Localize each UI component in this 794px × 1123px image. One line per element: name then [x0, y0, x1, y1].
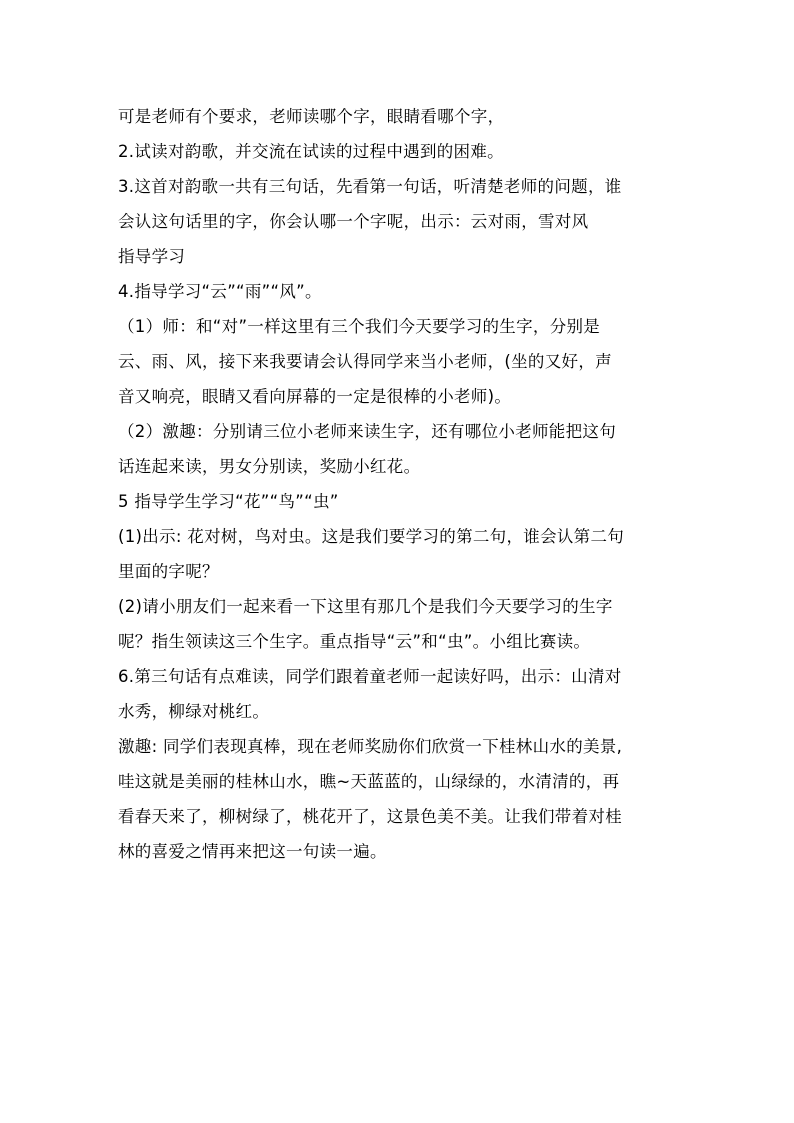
text-line-12: 5 指导学生学习“花”“鸟”“虫”	[118, 492, 339, 511]
text-line-17: 6.第三句话有点难读，同学们跟着童老师一起读好吗，出示：山清对	[118, 667, 622, 686]
text-line-5: 指导学习	[118, 247, 186, 266]
text-line-9: 音又响亮，眼睛又看向屏幕的一定是很棒的小老师)。	[118, 387, 512, 406]
text-line-7: （1）师：和“对”一样这里有三个我们今天要学习的生字，分别是	[118, 317, 601, 336]
text-line-6: 4.指导学习“云”“雨”“风”。	[118, 282, 322, 301]
text-line-2: 2.试读对韵歌，并交流在试读的过程中遇到的困难。	[118, 142, 504, 161]
text-line-18: 水秀，柳绿对桃红。	[118, 702, 270, 721]
text-line-16: 呢？指生领读这三个生字。重点指导“云”和“虫”。小组比赛读。	[118, 632, 591, 651]
text-line-21: 看春天来了，柳树绿了，桃花开了，这景色美不美。让我们带着对桂	[118, 807, 622, 826]
text-line-8: 云、雨、风，接下来我要请会认得同学来当小老师，(坐的又好，声	[118, 352, 612, 371]
text-line-19: 激趣: 同学们表现真棒，现在老师奖励你们欣赏一下桂林山水的美景,	[118, 737, 623, 756]
text-line-13: (1)出示: 花对树，鸟对虫。这是我们要学习的第二句，谁会认第二句	[118, 527, 625, 546]
text-line-3: 3.这首对韵歌一共有三句话，先看第一句话，听清楚老师的问题，谁	[118, 177, 622, 196]
text-line-10: （2）激趣：分别请三位小老师来读生字，还有哪位小老师能把这句	[118, 422, 616, 441]
document-body	[118, 99, 678, 869]
text-line-4: 会认这句话里的字，你会认哪一个字呢，出示：云对雨，雪对风	[118, 212, 589, 231]
text-line-1: 可是老师有个要求，老师读哪个字，眼睛看哪个字，	[118, 107, 505, 126]
text-line-20: 哇这就是美丽的桂林山水，瞧~天蓝蓝的，山绿绿的，水清清的，再	[118, 772, 620, 791]
text-line-11: 话连起来读，男女分别读，奖励小红花。	[118, 457, 421, 476]
text-line-15: (2)请小朋友们一起来看一下这里有那几个是我们今天要学习的生字	[118, 597, 613, 616]
text-line-14: 里面的字呢？	[118, 562, 219, 581]
text-line-22: 林的喜爱之情再来把这一句读一遍。	[118, 842, 387, 861]
